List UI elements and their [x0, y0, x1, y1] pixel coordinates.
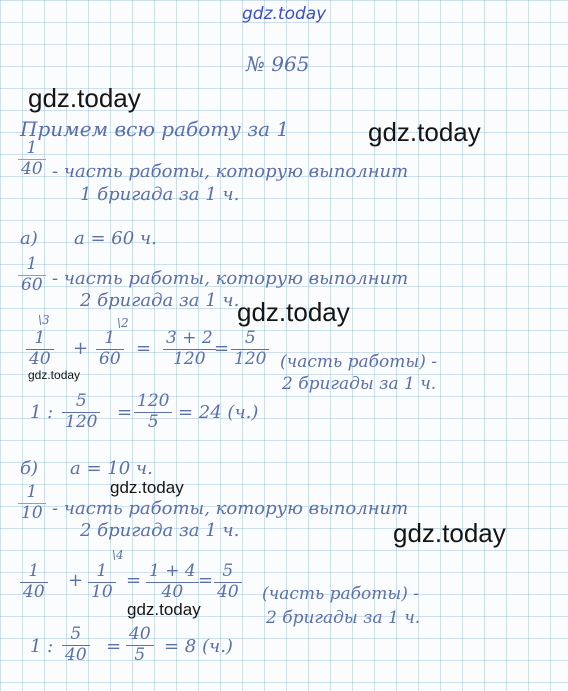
part-b-sum-fraction-2 [88, 563, 116, 602]
fraction-denominator: 40 [65, 644, 87, 665]
part-b-label: б) [20, 458, 39, 479]
equals-sign: = [136, 338, 152, 359]
fraction-denominator: 40 [217, 581, 239, 602]
watermark: gdz.today [393, 518, 506, 548]
fraction-numerator: 1 [26, 254, 38, 274]
watermark: gdz.today [368, 117, 481, 147]
equals-sign: = [214, 338, 230, 359]
fraction-numerator: 5 [222, 561, 234, 581]
part-a-multiplier-1: \3 [38, 313, 50, 327]
fraction-denominator: 40 [29, 348, 51, 369]
fraction-denominator: 60 [99, 348, 121, 369]
plus-sign: + [73, 338, 89, 359]
fraction-numerator: 1 [26, 482, 38, 502]
fraction-numerator: 40 [129, 624, 151, 644]
part-a-sum-fraction-4 [231, 330, 269, 369]
part-a-note-2: 2 бригады за 1 ч. [282, 374, 437, 394]
intro-line: Примем всю работу за 1 [20, 117, 290, 141]
part-a-label: а) [20, 228, 38, 249]
fraction-numerator: 120 [137, 391, 170, 411]
fraction-numerator: 3 + 2 [166, 328, 213, 348]
fraction-numerator: 5 [75, 391, 87, 411]
fraction-denominator: 120 [234, 348, 267, 369]
fraction-numerator: 1 [34, 328, 46, 348]
fraction-numerator: 5 [70, 624, 82, 644]
watermark: gdz.today [28, 368, 81, 382]
part-a-given: a = 60 ч. [74, 228, 157, 249]
watermark: gdz.today [127, 600, 201, 619]
part-a-note-1: (часть работы) - [280, 352, 438, 372]
watermark: gdz.today [28, 83, 141, 113]
part-a-text-2: 2 бригада за 1 ч. [80, 290, 240, 311]
watermark: gdz.today [237, 297, 350, 327]
part-b-div-fraction-2 [126, 626, 154, 665]
fraction-numerator: 1 [28, 561, 40, 581]
part-b-sum-fraction-1 [20, 563, 48, 602]
part-a-multiplier-2: \2 [117, 316, 129, 330]
part-a-fraction [18, 256, 46, 295]
watermark-top: gdz.today [242, 4, 327, 24]
fraction-numerator: 1 + 4 [149, 561, 196, 581]
fraction-denominator: 60 [21, 274, 43, 295]
part-b-note-1: (часть работы) - [262, 584, 420, 604]
part-a-sum-fraction-2 [96, 330, 124, 369]
part-b-multiplier: \4 [112, 548, 124, 562]
part-b-given: a = 10 ч. [70, 458, 153, 479]
fraction-numerator: 1 [26, 138, 38, 158]
part-a-sum-fraction-1 [26, 330, 54, 369]
fraction-numerator: 5 [244, 328, 256, 348]
fraction-denominator: 40 [21, 158, 43, 179]
intro-fraction [18, 140, 46, 179]
watermark: gdz.today [110, 478, 184, 497]
intro-text-1: - часть работы, которую выполнит [52, 161, 409, 182]
part-b-note-2: 2 бригады за 1 ч. [266, 608, 421, 628]
fraction-denominator: 120 [173, 348, 206, 369]
fraction-numerator: 1 [96, 561, 108, 581]
part-a-text-1: - часть работы, которую выполнит [52, 268, 409, 289]
fraction-denominator: 10 [91, 581, 113, 602]
part-b-div-lead: 1 : [30, 636, 54, 657]
part-a-div-fraction-1 [62, 393, 100, 432]
part-b-result: = 8 (ч.) [164, 636, 233, 657]
fraction-numerator: 1 [104, 328, 116, 348]
part-b-fraction [18, 484, 46, 523]
fraction-denominator: 120 [65, 411, 98, 432]
part-a-result: = 24 (ч.) [178, 402, 259, 423]
part-b-sum-fraction-4 [214, 563, 242, 602]
part-a-div-fraction-2 [134, 393, 172, 432]
fraction-denominator: 40 [23, 581, 45, 602]
fraction-denominator: 40 [161, 581, 184, 602]
equals-sign: = [106, 636, 122, 657]
part-b-sum-fraction-3 [146, 563, 199, 602]
fraction-denominator: 10 [21, 502, 43, 523]
equals-sign: = [126, 570, 142, 591]
part-a-sum-fraction-3 [163, 330, 216, 369]
intro-text-2: 1 бригада за 1 ч. [80, 184, 240, 205]
part-b-div-fraction-1 [62, 626, 90, 665]
fraction-denominator: 5 [134, 644, 146, 665]
part-b-text-2: 2 бригада за 1 ч. [80, 520, 240, 541]
equals-sign: = [198, 570, 214, 591]
equals-sign: = [117, 402, 133, 423]
plus-sign: + [68, 570, 84, 591]
fraction-denominator: 5 [147, 411, 159, 432]
problem-number: № 965 [246, 52, 310, 76]
part-a-div-lead: 1 : [30, 402, 54, 423]
part-b-text-1: - часть работы, которую выполнит [52, 498, 409, 519]
